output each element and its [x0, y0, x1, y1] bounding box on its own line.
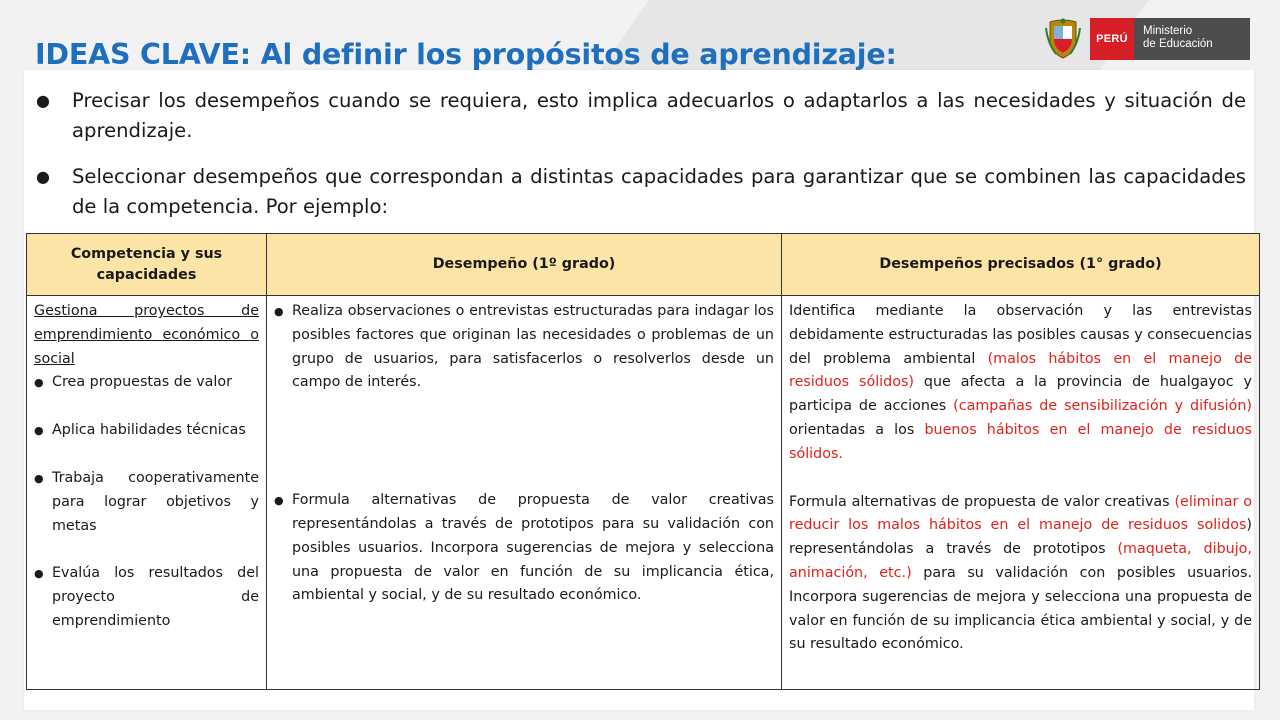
bullet-icon: ● — [36, 91, 50, 110]
precisado-text: Identifica mediante la observación y las entrevistas debidamente estructuradas las posibles causas y consecuencias del problema ambiental — [789, 303, 1252, 367]
precisado-text: que afecta a la provincia de hualgayoc y participa de acciones — [789, 374, 1252, 415]
coat-of-arms-icon — [1044, 18, 1082, 60]
header-desempeno: Desempeño (1º grado) — [267, 234, 782, 296]
precisado-text: Formula alternativas de propuesta de valor creativas — [789, 493, 1175, 510]
desempeno-item — [274, 300, 774, 395]
precisado-highlight: (campañas de sensibilización y difusión) — [953, 398, 1252, 415]
bullet-text: Seleccionar desempeños que correspondan a distintas capacidades para garantizar que se combinen las capacidades de la competencia. Por ejemplo: — [72, 165, 1246, 218]
competencia-cell — [27, 296, 267, 690]
ministry-line-2: de Educación — [1143, 38, 1213, 50]
bullet-icon: ● — [34, 376, 44, 390]
header-competencia: Competencia y sus capacidades — [27, 234, 267, 296]
precisado-text: ) representándolas a través de prototipos — [789, 517, 1252, 558]
precisado-text: orientadas a los — [789, 421, 925, 438]
list-item — [36, 86, 1246, 146]
desempeno-item — [274, 489, 774, 608]
table-row — [27, 296, 1260, 690]
precisados-cell — [782, 296, 1260, 690]
precisado-paragraph — [789, 300, 1252, 467]
key-ideas-list — [36, 86, 1246, 238]
header-precisados: Desempeños precisados (1° grado) — [782, 234, 1260, 296]
precisado-text: para su validación con posibles usuarios. Incorpora sugerencias de mejora y selecciona una propuesta de valor en función de su implicancia ética ambiental y social, y de su resultado económico. — [789, 564, 1252, 653]
bullet-icon: ● — [36, 167, 50, 186]
table-header-row — [27, 234, 1260, 296]
example-table — [26, 233, 1260, 690]
capacidad-item — [34, 419, 259, 443]
desempeno-text: Formula alternativas de propuesta de valor creativas representándolas a través de prototipos para su validación con posibles usuarios. Incorpora sugerencias de mejora y selecciona una propuesta de valor en función de su implicancia ética, ambiental y social, y de su resultado económico. — [292, 492, 774, 604]
precisado-highlight: buenos hábitos en el manejo de residuos sólidos. — [789, 421, 1252, 462]
competencia-title: Gestiona proyectos de emprendimiento económico o social — [34, 303, 259, 367]
bullet-icon: ● — [274, 305, 284, 318]
capacidad-text: Aplica habilidades técnicas — [52, 422, 246, 439]
desempeno-cell — [267, 296, 782, 690]
ministry-label — [1134, 18, 1250, 60]
capacidad-text: Trabaja cooperativamente para lograr objetivos y metas — [52, 469, 259, 534]
bullet-text: Precisar los desempeños cuando se requiera, esto implica adecuarlos o adaptarlos a las necesidades y situación de aprendizaje. — [72, 89, 1246, 142]
capacidad-item — [34, 467, 259, 538]
bullet-icon: ● — [274, 494, 284, 508]
desempeno-text: Realiza observaciones o entrevistas estructuradas para indagar los posibles factores que originan las necesidades o problemas de un grupo de usuarios, para satisfacerlos o resolverlos desde un campo de interés. — [292, 303, 774, 391]
capacidad-text: Crea propuestas de valor — [52, 374, 233, 391]
page-title: IDEAS CLAVE: Al definir los propósitos de aprendizaje: — [35, 38, 897, 71]
precisado-highlight: (eliminar o reducir los malos hábitos en el manejo de residuos solidos — [789, 493, 1252, 534]
capacidad-item — [34, 371, 259, 395]
bullet-icon: ● — [34, 424, 44, 438]
ministry-line-1: Ministerio — [1143, 25, 1193, 37]
precisado-highlight: (maqueta, dibujo, animación, etc.) — [789, 541, 1252, 581]
capacidad-item — [34, 562, 259, 633]
bullet-icon: ● — [34, 567, 44, 581]
bullet-icon: ● — [34, 471, 44, 485]
peru-label: PERÚ — [1090, 18, 1134, 60]
precisado-paragraph — [789, 491, 1252, 658]
ministry-logo — [1044, 18, 1250, 60]
precisado-highlight: (malos hábitos en el manejo de residuos sólidos) — [789, 350, 1252, 391]
list-item — [36, 162, 1246, 222]
capacidad-text: Evalúa los resultados del proyecto de emprendimiento — [52, 565, 259, 629]
